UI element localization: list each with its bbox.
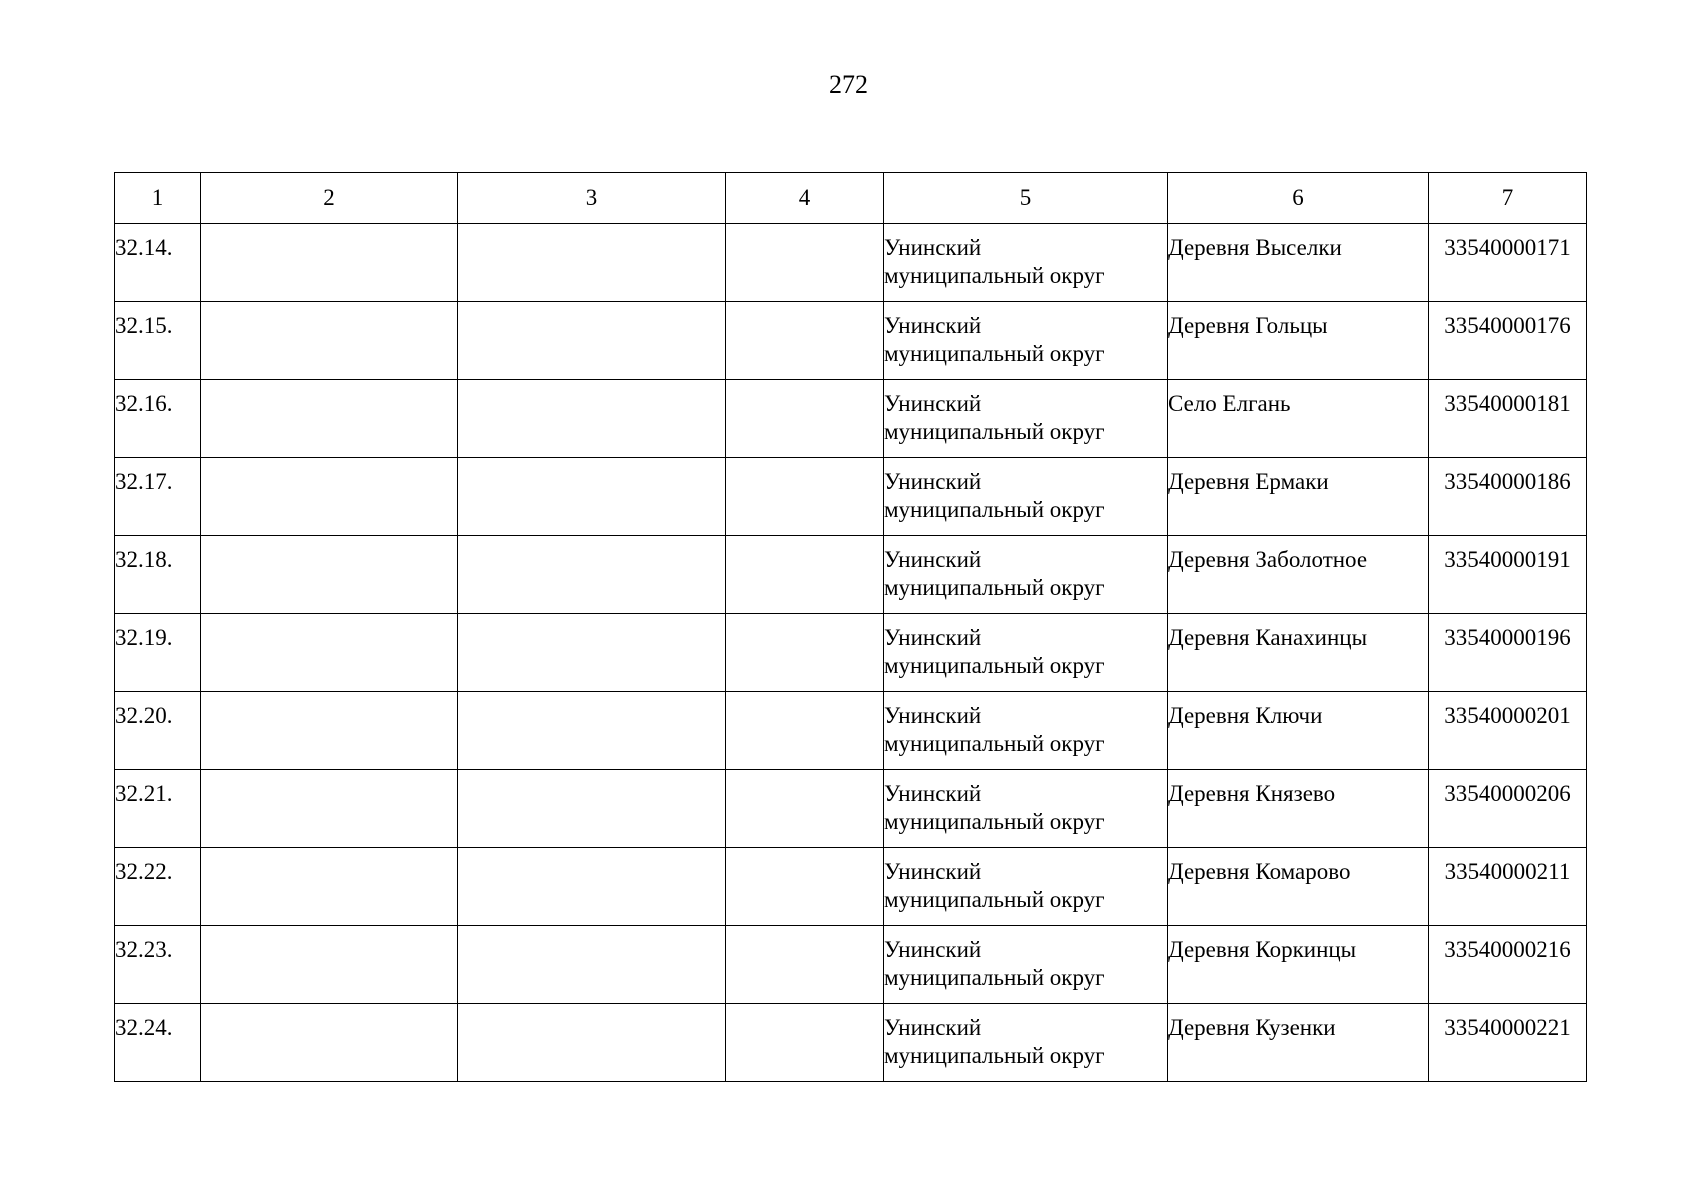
oktmo-code-cell: 33540000181 bbox=[1429, 380, 1587, 458]
column-4-cell bbox=[726, 614, 884, 692]
settlement-name-cell: Деревня Князево bbox=[1168, 770, 1429, 848]
header-col-6: 6 bbox=[1168, 173, 1429, 224]
column-2-cell bbox=[201, 302, 458, 380]
table-header bbox=[115, 173, 1587, 224]
row-number: 32.23. bbox=[115, 926, 201, 1004]
district-name: Унинский bbox=[884, 547, 982, 572]
oktmo-code-cell: 33540000201 bbox=[1429, 692, 1587, 770]
column-3-cell bbox=[458, 380, 726, 458]
municipal-district-cell bbox=[884, 458, 1168, 536]
district-type: муниципальный округ bbox=[884, 965, 1105, 990]
column-2-cell bbox=[201, 380, 458, 458]
row-number: 32.21. bbox=[115, 770, 201, 848]
column-4-cell bbox=[726, 302, 884, 380]
column-2-cell bbox=[201, 536, 458, 614]
column-4-cell bbox=[726, 848, 884, 926]
column-2-cell bbox=[201, 926, 458, 1004]
district-type: муниципальный округ bbox=[884, 809, 1105, 834]
column-2-cell bbox=[201, 1004, 458, 1082]
column-3-cell bbox=[458, 770, 726, 848]
row-number: 32.14. bbox=[115, 224, 201, 302]
column-4-cell bbox=[726, 380, 884, 458]
page-number: 272 bbox=[829, 70, 868, 99]
header-col-7: 7 bbox=[1429, 173, 1587, 224]
district-name: Унинский bbox=[884, 703, 982, 728]
district-name: Унинский bbox=[884, 625, 982, 650]
column-3-cell bbox=[458, 692, 726, 770]
column-2-cell bbox=[201, 848, 458, 926]
column-4-cell bbox=[726, 224, 884, 302]
settlement-name-cell: Деревня Коркинцы bbox=[1168, 926, 1429, 1004]
municipal-district-cell bbox=[884, 614, 1168, 692]
column-3-cell bbox=[458, 458, 726, 536]
oktmo-code-cell: 33540000191 bbox=[1429, 536, 1587, 614]
municipal-district-cell bbox=[884, 770, 1168, 848]
header-col-5: 5 bbox=[884, 173, 1168, 224]
table-row bbox=[115, 536, 1587, 614]
municipal-district-cell bbox=[884, 224, 1168, 302]
row-number: 32.20. bbox=[115, 692, 201, 770]
table-body bbox=[115, 224, 1587, 1082]
municipal-district-cell bbox=[884, 536, 1168, 614]
settlement-name-cell: Село Елгань bbox=[1168, 380, 1429, 458]
district-type: муниципальный округ bbox=[884, 419, 1105, 444]
row-number: 32.24. bbox=[115, 1004, 201, 1082]
district-type: муниципальный округ bbox=[884, 341, 1105, 366]
district-name: Унинский bbox=[884, 391, 982, 416]
municipal-district-cell bbox=[884, 926, 1168, 1004]
settlement-name-cell: Деревня Ключи bbox=[1168, 692, 1429, 770]
header-col-3: 3 bbox=[458, 173, 726, 224]
oktmo-code-cell: 33540000196 bbox=[1429, 614, 1587, 692]
row-number: 32.18. bbox=[115, 536, 201, 614]
column-3-cell bbox=[458, 224, 726, 302]
municipal-district-cell bbox=[884, 848, 1168, 926]
column-4-cell bbox=[726, 458, 884, 536]
municipal-district-cell bbox=[884, 380, 1168, 458]
column-3-cell bbox=[458, 848, 726, 926]
column-3-cell bbox=[458, 614, 726, 692]
settlement-name-cell: Деревня Ермаки bbox=[1168, 458, 1429, 536]
municipal-district-cell bbox=[884, 302, 1168, 380]
oktmo-code-cell: 33540000171 bbox=[1429, 224, 1587, 302]
header-col-4: 4 bbox=[726, 173, 884, 224]
row-number: 32.19. bbox=[115, 614, 201, 692]
column-2-cell bbox=[201, 692, 458, 770]
column-3-cell bbox=[458, 302, 726, 380]
settlement-name-cell: Деревня Канахинцы bbox=[1168, 614, 1429, 692]
column-4-cell bbox=[726, 926, 884, 1004]
table-row bbox=[115, 302, 1587, 380]
oktmo-code-cell: 33540000186 bbox=[1429, 458, 1587, 536]
table-row bbox=[115, 926, 1587, 1004]
table-row bbox=[115, 224, 1587, 302]
oktmo-code-cell: 33540000221 bbox=[1429, 1004, 1587, 1082]
oktmo-code-cell: 33540000206 bbox=[1429, 770, 1587, 848]
header-row bbox=[115, 173, 1587, 224]
row-number: 32.15. bbox=[115, 302, 201, 380]
district-name: Унинский bbox=[884, 1015, 982, 1040]
column-4-cell bbox=[726, 1004, 884, 1082]
table-row bbox=[115, 614, 1587, 692]
column-4-cell bbox=[726, 692, 884, 770]
column-4-cell bbox=[726, 536, 884, 614]
settlement-name-cell: Деревня Заболотное bbox=[1168, 536, 1429, 614]
district-type: муниципальный округ bbox=[884, 731, 1105, 756]
column-2-cell bbox=[201, 458, 458, 536]
table-row bbox=[115, 848, 1587, 926]
district-name: Унинский bbox=[884, 313, 982, 338]
oktmo-code-cell: 33540000211 bbox=[1429, 848, 1587, 926]
header-col-2: 2 bbox=[201, 173, 458, 224]
oktmo-code-cell: 33540000216 bbox=[1429, 926, 1587, 1004]
settlements-table bbox=[114, 172, 1587, 1082]
column-4-cell bbox=[726, 770, 884, 848]
table-row bbox=[115, 770, 1587, 848]
row-number: 32.16. bbox=[115, 380, 201, 458]
district-type: муниципальный округ bbox=[884, 1043, 1105, 1068]
table-row bbox=[115, 380, 1587, 458]
district-type: муниципальный округ bbox=[884, 575, 1105, 600]
district-type: муниципальный округ bbox=[884, 263, 1105, 288]
table-row bbox=[115, 458, 1587, 536]
district-name: Унинский bbox=[884, 235, 982, 260]
district-name: Унинский bbox=[884, 859, 982, 884]
settlement-name-cell: Деревня Выселки bbox=[1168, 224, 1429, 302]
row-number: 32.17. bbox=[115, 458, 201, 536]
district-type: муниципальный округ bbox=[884, 653, 1105, 678]
municipal-district-cell bbox=[884, 1004, 1168, 1082]
column-3-cell bbox=[458, 926, 726, 1004]
district-type: муниципальный округ bbox=[884, 497, 1105, 522]
district-name: Унинский bbox=[884, 937, 982, 962]
table-row bbox=[115, 1004, 1587, 1082]
settlement-name-cell: Деревня Комарово bbox=[1168, 848, 1429, 926]
municipal-district-cell bbox=[884, 692, 1168, 770]
row-number: 32.22. bbox=[115, 848, 201, 926]
settlement-name-cell: Деревня Кузенки bbox=[1168, 1004, 1429, 1082]
column-3-cell bbox=[458, 536, 726, 614]
header-col-1: 1 bbox=[115, 173, 201, 224]
table-row bbox=[115, 692, 1587, 770]
district-name: Унинский bbox=[884, 469, 982, 494]
oktmo-code-cell: 33540000176 bbox=[1429, 302, 1587, 380]
column-2-cell bbox=[201, 770, 458, 848]
district-name: Унинский bbox=[884, 781, 982, 806]
column-2-cell bbox=[201, 614, 458, 692]
column-3-cell bbox=[458, 1004, 726, 1082]
settlement-name-cell: Деревня Гольцы bbox=[1168, 302, 1429, 380]
district-type: муниципальный округ bbox=[884, 887, 1105, 912]
column-2-cell bbox=[201, 224, 458, 302]
